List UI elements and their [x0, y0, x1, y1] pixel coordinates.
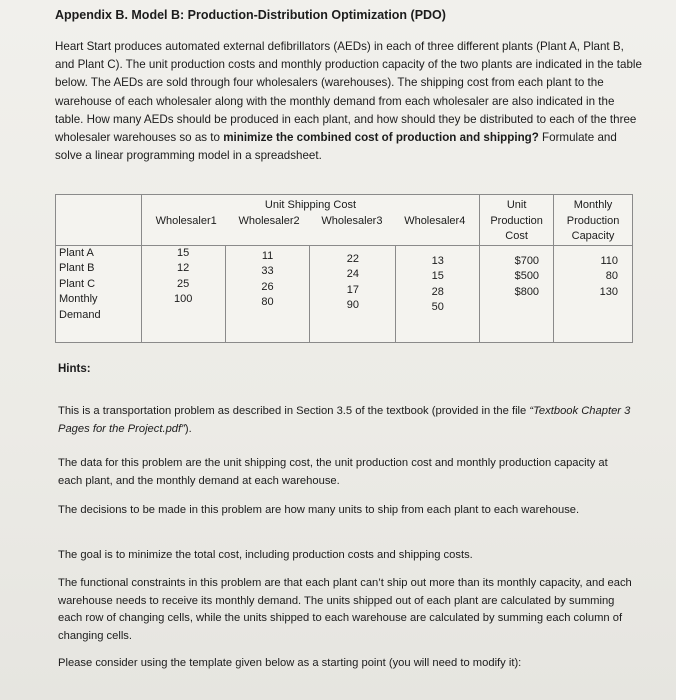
- problem-text-1: Heart Start produces automated external defibrillators (AEDs) in each of three different plants (Plant A, Plant B, and Plant C). The unit production costs and monthly production capacity of the two plants are indicated in the table below. The AEDs are sold through four wholesalers (warehouses). The shipping cost from each plant to the warehouse of each wholesaler along with the monthly demand from each wholesaler are also indicated in the table. How many AEDs should be produced in each plant, and how should they be distributed to each of the three wholesaler warehouses so as to: [55, 40, 642, 145]
- demand-w2: 80: [261, 296, 274, 308]
- data-table: [55, 194, 633, 343]
- hint-6: Please consider using the template given below as a starting point (you will need to modify it):: [58, 657, 522, 669]
- unit-cost-plant-a: $700: [514, 254, 540, 267]
- wholesaler-4-header: Wholesaler4: [404, 214, 466, 227]
- cost-b-w1: 12: [177, 262, 190, 274]
- hint-1: [58, 403, 633, 438]
- problem-statement: [55, 38, 645, 165]
- wholesaler-2-column: [225, 245, 310, 342]
- hint-3: The decisions to be made in this problem are how many units to ship from each plant to each warehouse.: [58, 504, 580, 516]
- hint-2: The data for this problem are the unit shipping cost, the unit production cost and monthly production capacity at each plant, and the monthly demand at each warehouse.: [58, 457, 608, 487]
- wholesaler-1-column: [141, 245, 225, 342]
- hint-5: The functional constraints in this problem are that each plant can’t ship out more than its monthly capacity, and each warehouse needs to receive its monthly demand. The units shipped out of each plant are calculated by summing each row of changing cells, while the units shipped to each warehouse are calculated by summing each column of changing cells.: [58, 577, 632, 642]
- demand-w1: 100: [174, 293, 193, 305]
- cost-a-w3: 22: [346, 252, 359, 265]
- wholesaler-1-header: Wholesaler1: [155, 214, 217, 227]
- table-header-row: [56, 195, 633, 246]
- capacity-plant-a: 110: [600, 254, 618, 267]
- problem-text-2: Formulate and solve a linear programming model in a spreadsheet.: [55, 131, 617, 163]
- hint-1-filename: “Textbook Chapter 3 Pages for the Project.pdf”: [58, 405, 631, 435]
- hint-1-text: This is a transportation problem as described in Section 3.5 of the textbook (provided in the file: [58, 405, 530, 417]
- capacity-header: [554, 195, 633, 246]
- cost-c-w4: 28: [431, 285, 444, 298]
- shipping-cost-header: [141, 195, 479, 246]
- wholesaler-2-header: Wholesaler2: [238, 214, 300, 227]
- table-body-row: [56, 245, 633, 342]
- cost-a-w4: 13: [431, 254, 444, 267]
- corner-cell: [56, 195, 142, 246]
- unit-cost-header-line-1: Unit: [506, 199, 527, 211]
- row-label-demand: Demand: [59, 308, 101, 321]
- unit-cost-plant-c: $800: [514, 285, 540, 298]
- capacity-plant-b: 80: [605, 270, 618, 282]
- cost-c-w2: 26: [261, 280, 274, 293]
- capacity-header-line-3: Capacity: [571, 230, 615, 242]
- hint-4: The goal is to minimize the total cost, including production costs and shipping costs.: [58, 549, 473, 561]
- page-title: Appendix B. Model B: Production-Distribution Optimization (PDO): [55, 8, 446, 22]
- cost-b-w3: 24: [346, 268, 359, 280]
- cost-b-w4: 15: [431, 270, 444, 282]
- row-label-monthly: Monthly: [59, 293, 98, 305]
- unit-cost-column: [480, 245, 554, 342]
- cost-c-w1: 25: [177, 277, 190, 290]
- row-label-plant-a: Plant A: [59, 246, 94, 259]
- capacity-header-line-1: Monthly: [573, 199, 613, 211]
- cost-a-w1: 15: [177, 246, 190, 259]
- row-label-plant-b: Plant B: [59, 262, 95, 274]
- unit-cost-header-line-3: Cost: [505, 230, 528, 242]
- capacity-header-line-2: Production: [566, 214, 620, 227]
- wholesaler-4-column: [396, 245, 480, 342]
- hints-title: Hints:: [58, 363, 91, 375]
- wholesaler-3-column: [310, 245, 396, 342]
- capacity-column: [554, 245, 633, 342]
- unit-cost-plant-b: $500: [514, 270, 540, 282]
- hint-1-end: ).: [184, 422, 192, 435]
- row-labels-cell: [56, 245, 142, 342]
- cost-a-w2: 11: [261, 249, 274, 262]
- demand-w4: 50: [431, 301, 444, 313]
- row-label-plant-c: Plant C: [59, 277, 96, 290]
- demand-w3: 90: [346, 299, 359, 311]
- cost-b-w2: 33: [261, 265, 274, 277]
- cost-c-w3: 17: [346, 283, 359, 296]
- group-header: Unit Shipping Cost: [264, 199, 356, 211]
- problem-objective: minimize the combined cost of production and shipping?: [223, 131, 539, 145]
- wholesaler-3-header: Wholesaler3: [321, 214, 383, 227]
- unit-cost-header-line-2: Production: [490, 214, 543, 227]
- capacity-plant-c: 130: [599, 285, 618, 298]
- unit-cost-header: [480, 195, 554, 246]
